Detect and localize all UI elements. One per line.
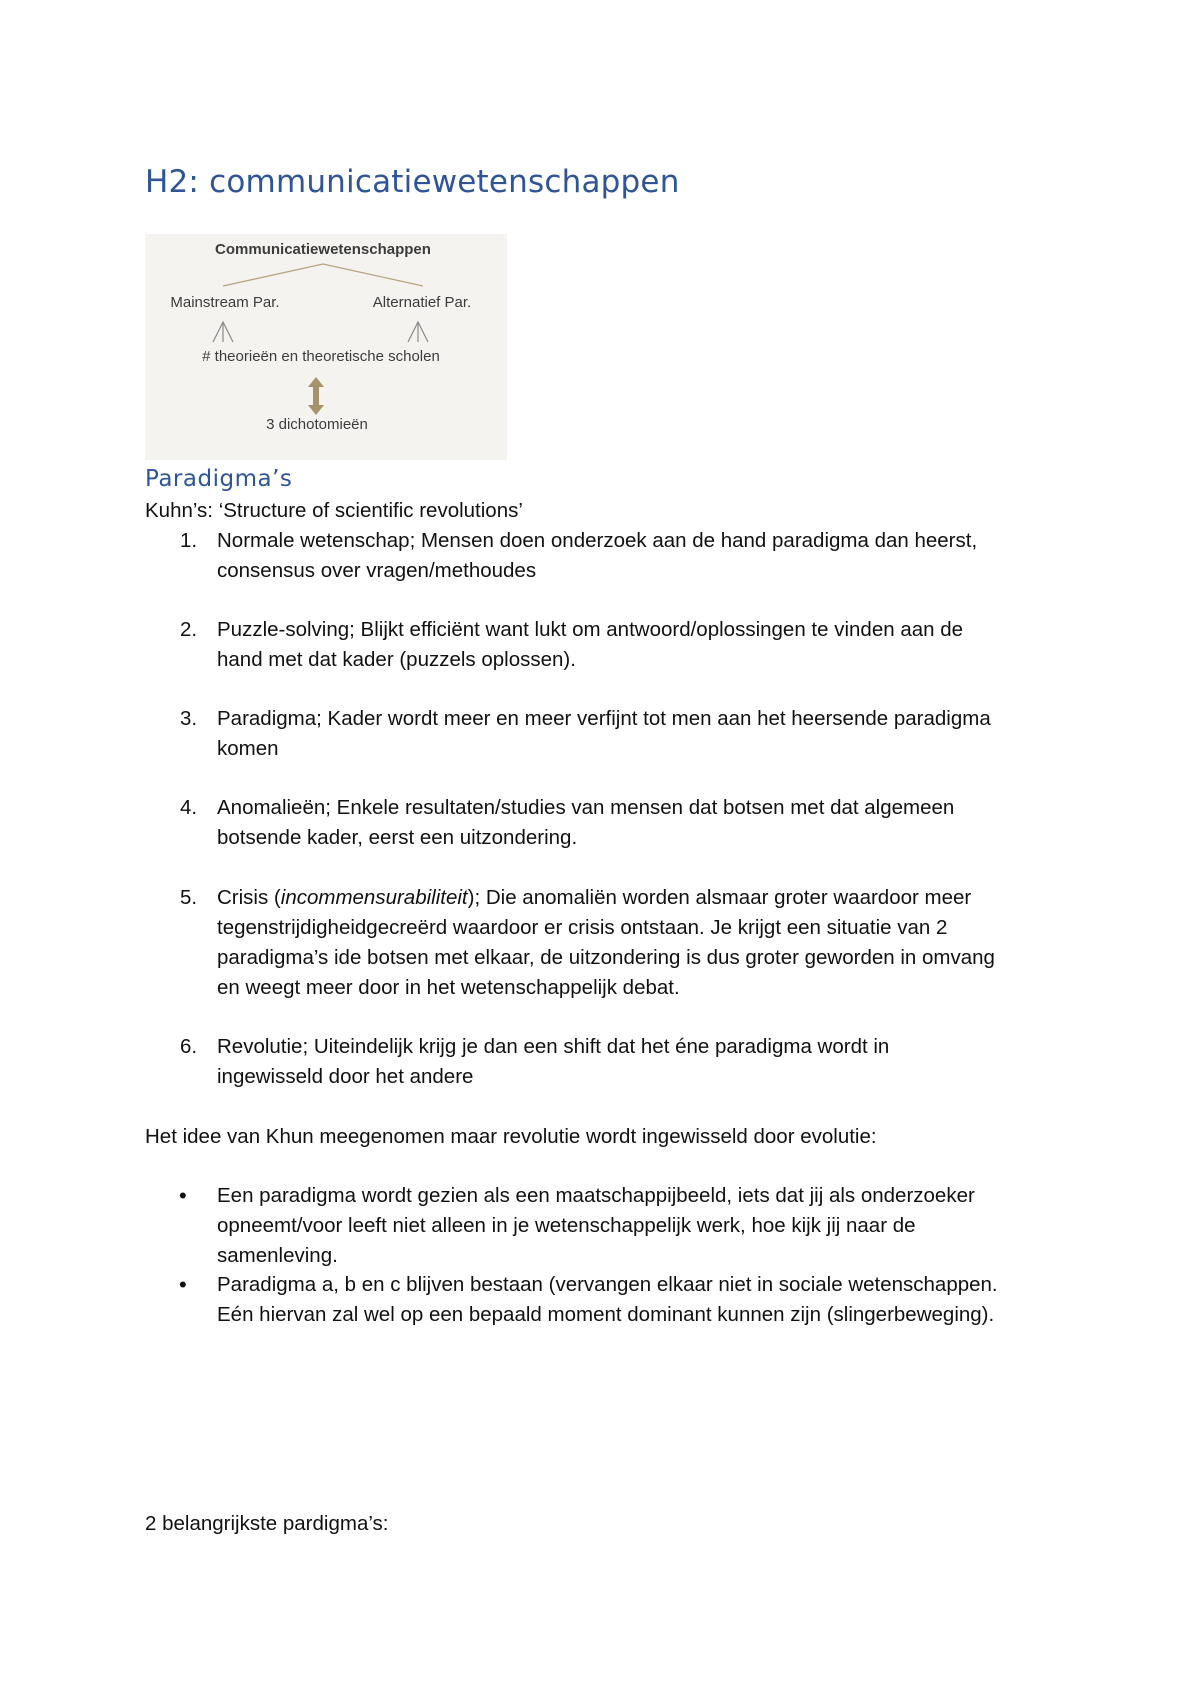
double-arrow-icon	[308, 377, 324, 415]
paragraph: Het idee van Khun meegenomen maar revolutie wordt ingewisseld door evolutie:	[145, 1125, 877, 1148]
list-text	[217, 793, 1117, 853]
list-line: tegenstrijdigheidgecreërd waardoor er crisis ontstaan. Je krijgt een situatie van 2	[217, 916, 948, 939]
list-line: Puzzle-solving; Blijkt efficiënt want lukt om antwoord/oplossingen te vinden aan de	[217, 618, 964, 641]
up-arrow-icon	[213, 322, 233, 342]
list-line: paradigma’s ide botsen met elkaar, de uitzondering is dus groter geworden in omvang	[217, 946, 995, 969]
section-subtitle: Kuhn’s: ‘Structure of scientific revolutions’	[145, 499, 523, 522]
list-line: hand met dat kader (puzzels oplossen).	[217, 648, 576, 671]
diagram-bottom-label: 3 dichotomieën	[266, 416, 368, 433]
list-line: Revolutie; Uiteindelijk krijg je dan een shift dat het éne paradigma wordt in	[217, 1035, 890, 1058]
diagram-branch-left	[223, 264, 323, 286]
list-line-suffix: ); Die anomaliën worden alsmaar groter waardoor meer	[467, 886, 972, 909]
list-text	[217, 704, 1117, 764]
list-text	[217, 526, 1117, 586]
diagram-title: Communicatiewetenschappen	[215, 241, 431, 258]
diagram-right-label: Alternatief Par.	[372, 294, 472, 311]
list-line: ingewisseld door het andere	[217, 1065, 474, 1088]
list-line: en weegt meer door in het wetenschappelijk debat.	[217, 976, 680, 999]
list-line: Eén hiervan zal wel op een bepaald moment dominant kunnen zijn (slingerbeweging).	[217, 1303, 995, 1326]
list-line-italic: incommensurabiliteit	[280, 886, 468, 909]
list-line-prefix: Crisis (	[217, 886, 281, 909]
diagram-image	[145, 234, 507, 460]
list-number: 5.	[180, 886, 198, 909]
list-text	[217, 615, 1117, 675]
list-number: 3.	[180, 707, 198, 730]
diagram-left-label: Mainstream Par.	[170, 294, 280, 311]
paragraph: 2 belangrijkste pardigma’s:	[145, 1512, 389, 1535]
list-line: Anomalieën; Enkele resultaten/studies van mensen dat botsen met dat algemeen	[217, 796, 955, 819]
page-title: H2: communicatiewetenschappen	[145, 164, 680, 200]
bullet-icon: •	[179, 1183, 187, 1208]
list-number: 1.	[180, 529, 198, 552]
list-number: 4.	[180, 796, 198, 819]
list-line: Paradigma; Kader wordt meer en meer verfijnt tot men aan het heersende paradigma	[217, 707, 991, 730]
diagram-middle-label: # theorieën en theoretische scholen	[202, 348, 440, 365]
list-text	[217, 883, 1117, 1003]
list-text	[217, 1181, 1117, 1271]
list-line: opneemt/voor leeft niet alleen in je wetenschappelijk werk, hoe kijk jij naar de	[217, 1214, 916, 1237]
up-arrow-icon	[408, 322, 428, 342]
list-line: consensus over vragen/methoudes	[217, 559, 537, 582]
list-number: 2.	[180, 618, 198, 641]
list-text	[217, 1270, 1117, 1330]
list-line: botsende kader, eerst een uitzondering.	[217, 826, 578, 849]
list-line	[217, 883, 1117, 913]
bullet-icon: •	[179, 1272, 187, 1297]
list-number: 6.	[180, 1035, 198, 1058]
diagram-branch-right	[323, 264, 423, 286]
list-line: komen	[217, 737, 279, 760]
list-line: Een paradigma wordt gezien als een maatschappijbeeld, iets dat jij als onderzoeker	[217, 1184, 975, 1207]
list-text	[217, 1032, 1117, 1092]
list-line: samenleving.	[217, 1244, 338, 1267]
list-line: Normale wetenschap; Mensen doen onderzoek aan de hand paradigma dan heerst,	[217, 529, 978, 552]
list-line: Paradigma a, b en c blijven bestaan (vervangen elkaar niet in sociale wetenschappen.	[217, 1273, 998, 1296]
section-title: Paradigma’s	[145, 466, 293, 492]
